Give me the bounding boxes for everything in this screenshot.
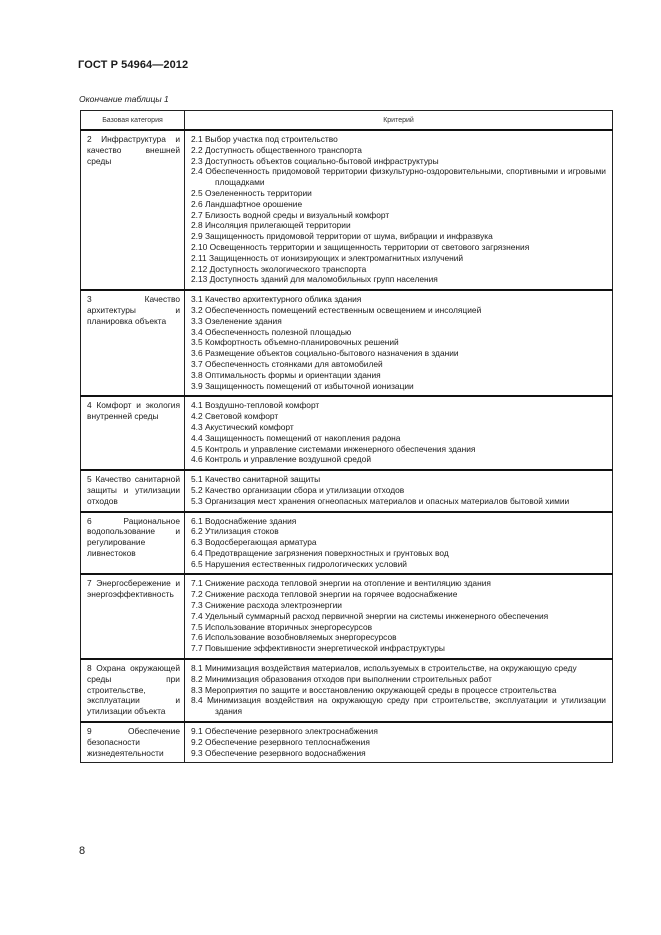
criterion-item: 2.6 Ландшафтное орошение bbox=[191, 198, 303, 209]
category-cell: 3 Качество архитектуры и планировка объекта bbox=[81, 290, 185, 396]
criterion-item: 7.3 Снижение расхода электроэнергии bbox=[191, 600, 342, 611]
criterion-item: 2.4 Обеспеченность придомовой территории физкультурно-оздоровительными, спортивными и игровыми площадками bbox=[191, 166, 606, 188]
document-header: ГОСТ Р 54964—2012 bbox=[78, 59, 189, 71]
criterion-item: 6.5 Нарушения естественных гидрологических условий bbox=[191, 558, 407, 569]
criterion-item: 2.5 Озелененность территории bbox=[191, 187, 312, 198]
criterion-item: 2.10 Освещенность территории и защищенность территории от светового загрязнения bbox=[191, 241, 530, 252]
criterion-item: 6.4 Предотвращение загрязнения поверхностных и грунтовых вод bbox=[191, 547, 449, 558]
criterion-item: 4.1 Воздушно-тепловой комфорт bbox=[191, 400, 320, 411]
table-row bbox=[81, 130, 613, 290]
criterion-item: 8.3 Мероприятия по защите и восстановлению окружающей среды в процессе строительства bbox=[191, 684, 557, 695]
category-cell: 8 Охрана окружающей среды при строительстве, эксплуатации и утилизации объекта bbox=[81, 659, 185, 722]
criteria-cell bbox=[185, 290, 613, 396]
criterion-item: 8.1 Минимизация воздействия материалов, используемых в строительстве, на окружающую среду bbox=[191, 663, 577, 674]
criteria-cell bbox=[185, 722, 613, 763]
criterion-item: 2.12 Доступность экологического транспорта bbox=[191, 263, 367, 274]
criterion-item: 4.3 Акустический комфорт bbox=[191, 421, 294, 432]
criterion-item: 2.1 Выбор участка под строительство bbox=[191, 134, 338, 144]
table-row bbox=[81, 470, 613, 511]
criterion-item: 6.1 Водоснабжение здания bbox=[191, 515, 297, 526]
criteria-cell bbox=[185, 512, 613, 575]
criterion-item: 6.2 Утилизация стоков bbox=[191, 526, 279, 537]
criterion-item: 7.6 Использование возобновляемых энергоресурсов bbox=[191, 632, 397, 643]
criterion-item: 4.6 Контроль и управление воздушной средой bbox=[191, 454, 372, 465]
table-row bbox=[81, 512, 613, 575]
criterion-item: 3.6 Размещение объектов социально-бытового назначения в здании bbox=[191, 348, 459, 359]
criteria-cell bbox=[185, 130, 613, 290]
table-row bbox=[81, 574, 613, 659]
criterion-item: 3.4 Обеспеченность полезной площадью bbox=[191, 326, 352, 337]
criterion-item: 3.7 Обеспеченность стоянками для автомобилей bbox=[191, 358, 383, 369]
category-cell: 5 Качество санитарной защиты и утилизации отходов bbox=[81, 470, 185, 511]
criterion-item: 7.2 Снижение расхода тепловой энергии на горячее водоснабжение bbox=[191, 589, 458, 600]
category-cell: 9 Обеспечение безопасности жизнедеятельности bbox=[81, 722, 185, 763]
criterion-item: 3.2 Обеспеченность помещений естественным освещением и инсоляцией bbox=[191, 304, 482, 315]
criterion-item: 8.2 Минимизация образования отходов при выполнении строительных работ bbox=[191, 673, 492, 684]
criterion-item: 2.2 Доступность общественного транспорта bbox=[191, 144, 362, 155]
column-header-category: Базовая категория bbox=[81, 111, 185, 131]
criterion-item: 7.4 Удельный суммарный расход первичной энергии на системы инженерного обеспечения bbox=[191, 610, 549, 621]
criterion-item: 4.2 Световой комфорт bbox=[191, 411, 279, 422]
criterion-item: 8.4 Минимизация воздействия на окружающую среду при строительстве, эксплуатации и утилизации здания bbox=[191, 695, 606, 717]
criterion-item: 4.5 Контроль и управление системами инженерного обеспечения здания bbox=[191, 443, 476, 454]
criterion-item: 2.3 Доступность объектов социально-бытовой инфраструктуры bbox=[191, 155, 439, 166]
category-cell: 6 Рациональное водопользование и регулирование ливнестоков bbox=[81, 512, 185, 575]
criterion-item: 7.5 Использование вторичных энергоресурсов bbox=[191, 621, 373, 632]
page-number: 8 bbox=[79, 845, 86, 857]
criterion-item: 7.1 Снижение расхода тепловой энергии на отопление и вентиляцию здания bbox=[191, 578, 491, 589]
table-row bbox=[81, 722, 613, 763]
criterion-item: 2.7 Близость водной среды и визуальный комфорт bbox=[191, 209, 390, 220]
criterion-item: 5.3 Организация мест хранения огнеопасных материалов и опасных материалов бытовой химии bbox=[191, 495, 570, 506]
criterion-item: 4.4 Защищенность помещений от накопления радона bbox=[191, 432, 401, 443]
criteria-cell bbox=[185, 396, 613, 470]
criterion-item: 2.8 Инсоляция прилегающей территории bbox=[191, 220, 351, 231]
table-row bbox=[81, 396, 613, 470]
criteria-cell bbox=[185, 470, 613, 511]
criteria-cell bbox=[185, 659, 613, 722]
criterion-item: 3.5 Комфортность объемно-планировочных решений bbox=[191, 337, 399, 348]
criterion-item: 6.3 Водосберегающая арматура bbox=[191, 537, 317, 548]
criterion-item: 2.11 Защищенность от ионизирующих и электромагнитных излучений bbox=[191, 252, 464, 263]
criterion-item: 3.8 Оптимальность формы и ориентации здания bbox=[191, 369, 381, 380]
criterion-item: 3.9 Защищенность помещений от избыточной ионизации bbox=[191, 380, 414, 391]
criterion-item: 9.3 Обеспечение резервного водоснабжения bbox=[191, 747, 366, 758]
criteria-table bbox=[80, 110, 613, 763]
category-cell: 4 Комфорт и экология внутренней среды bbox=[81, 396, 185, 470]
table-caption: Окончание таблицы 1 bbox=[79, 94, 169, 104]
criterion-item: 9.1 Обеспечение резервного электроснабжения bbox=[191, 726, 378, 737]
criterion-item: 7.7 Повышение эффективности энергетической инфраструктуры bbox=[191, 643, 445, 654]
table-row bbox=[81, 659, 613, 722]
category-cell: 7 Энергосбережение и энергоэффективность bbox=[81, 574, 185, 659]
criterion-item: 9.2 Обеспечение резервного теплоснабжения bbox=[191, 736, 370, 747]
column-header-criterion: Критерий bbox=[185, 111, 613, 131]
criterion-item: 3.3 Озеленение здания bbox=[191, 315, 282, 326]
criterion-item: 5.2 Качество организации сбора и утилизации отходов bbox=[191, 484, 405, 495]
table-row bbox=[81, 290, 613, 396]
criterion-item: 2.13 Доступность зданий для маломобильных групп населения bbox=[191, 274, 438, 285]
criterion-item: 5.1 Качество санитарной защиты bbox=[191, 474, 321, 485]
criterion-item: 3.1 Качество архитектурного облика здания bbox=[191, 294, 362, 305]
table-body bbox=[81, 130, 613, 763]
category-cell: 2 Инфраструктура и качество внешней среды bbox=[81, 130, 185, 290]
criteria-cell bbox=[185, 574, 613, 659]
criterion-item: 2.9 Защищенность придомовой территории от шума, вибрации и инфразвука bbox=[191, 231, 493, 242]
table-header-row bbox=[81, 111, 613, 131]
